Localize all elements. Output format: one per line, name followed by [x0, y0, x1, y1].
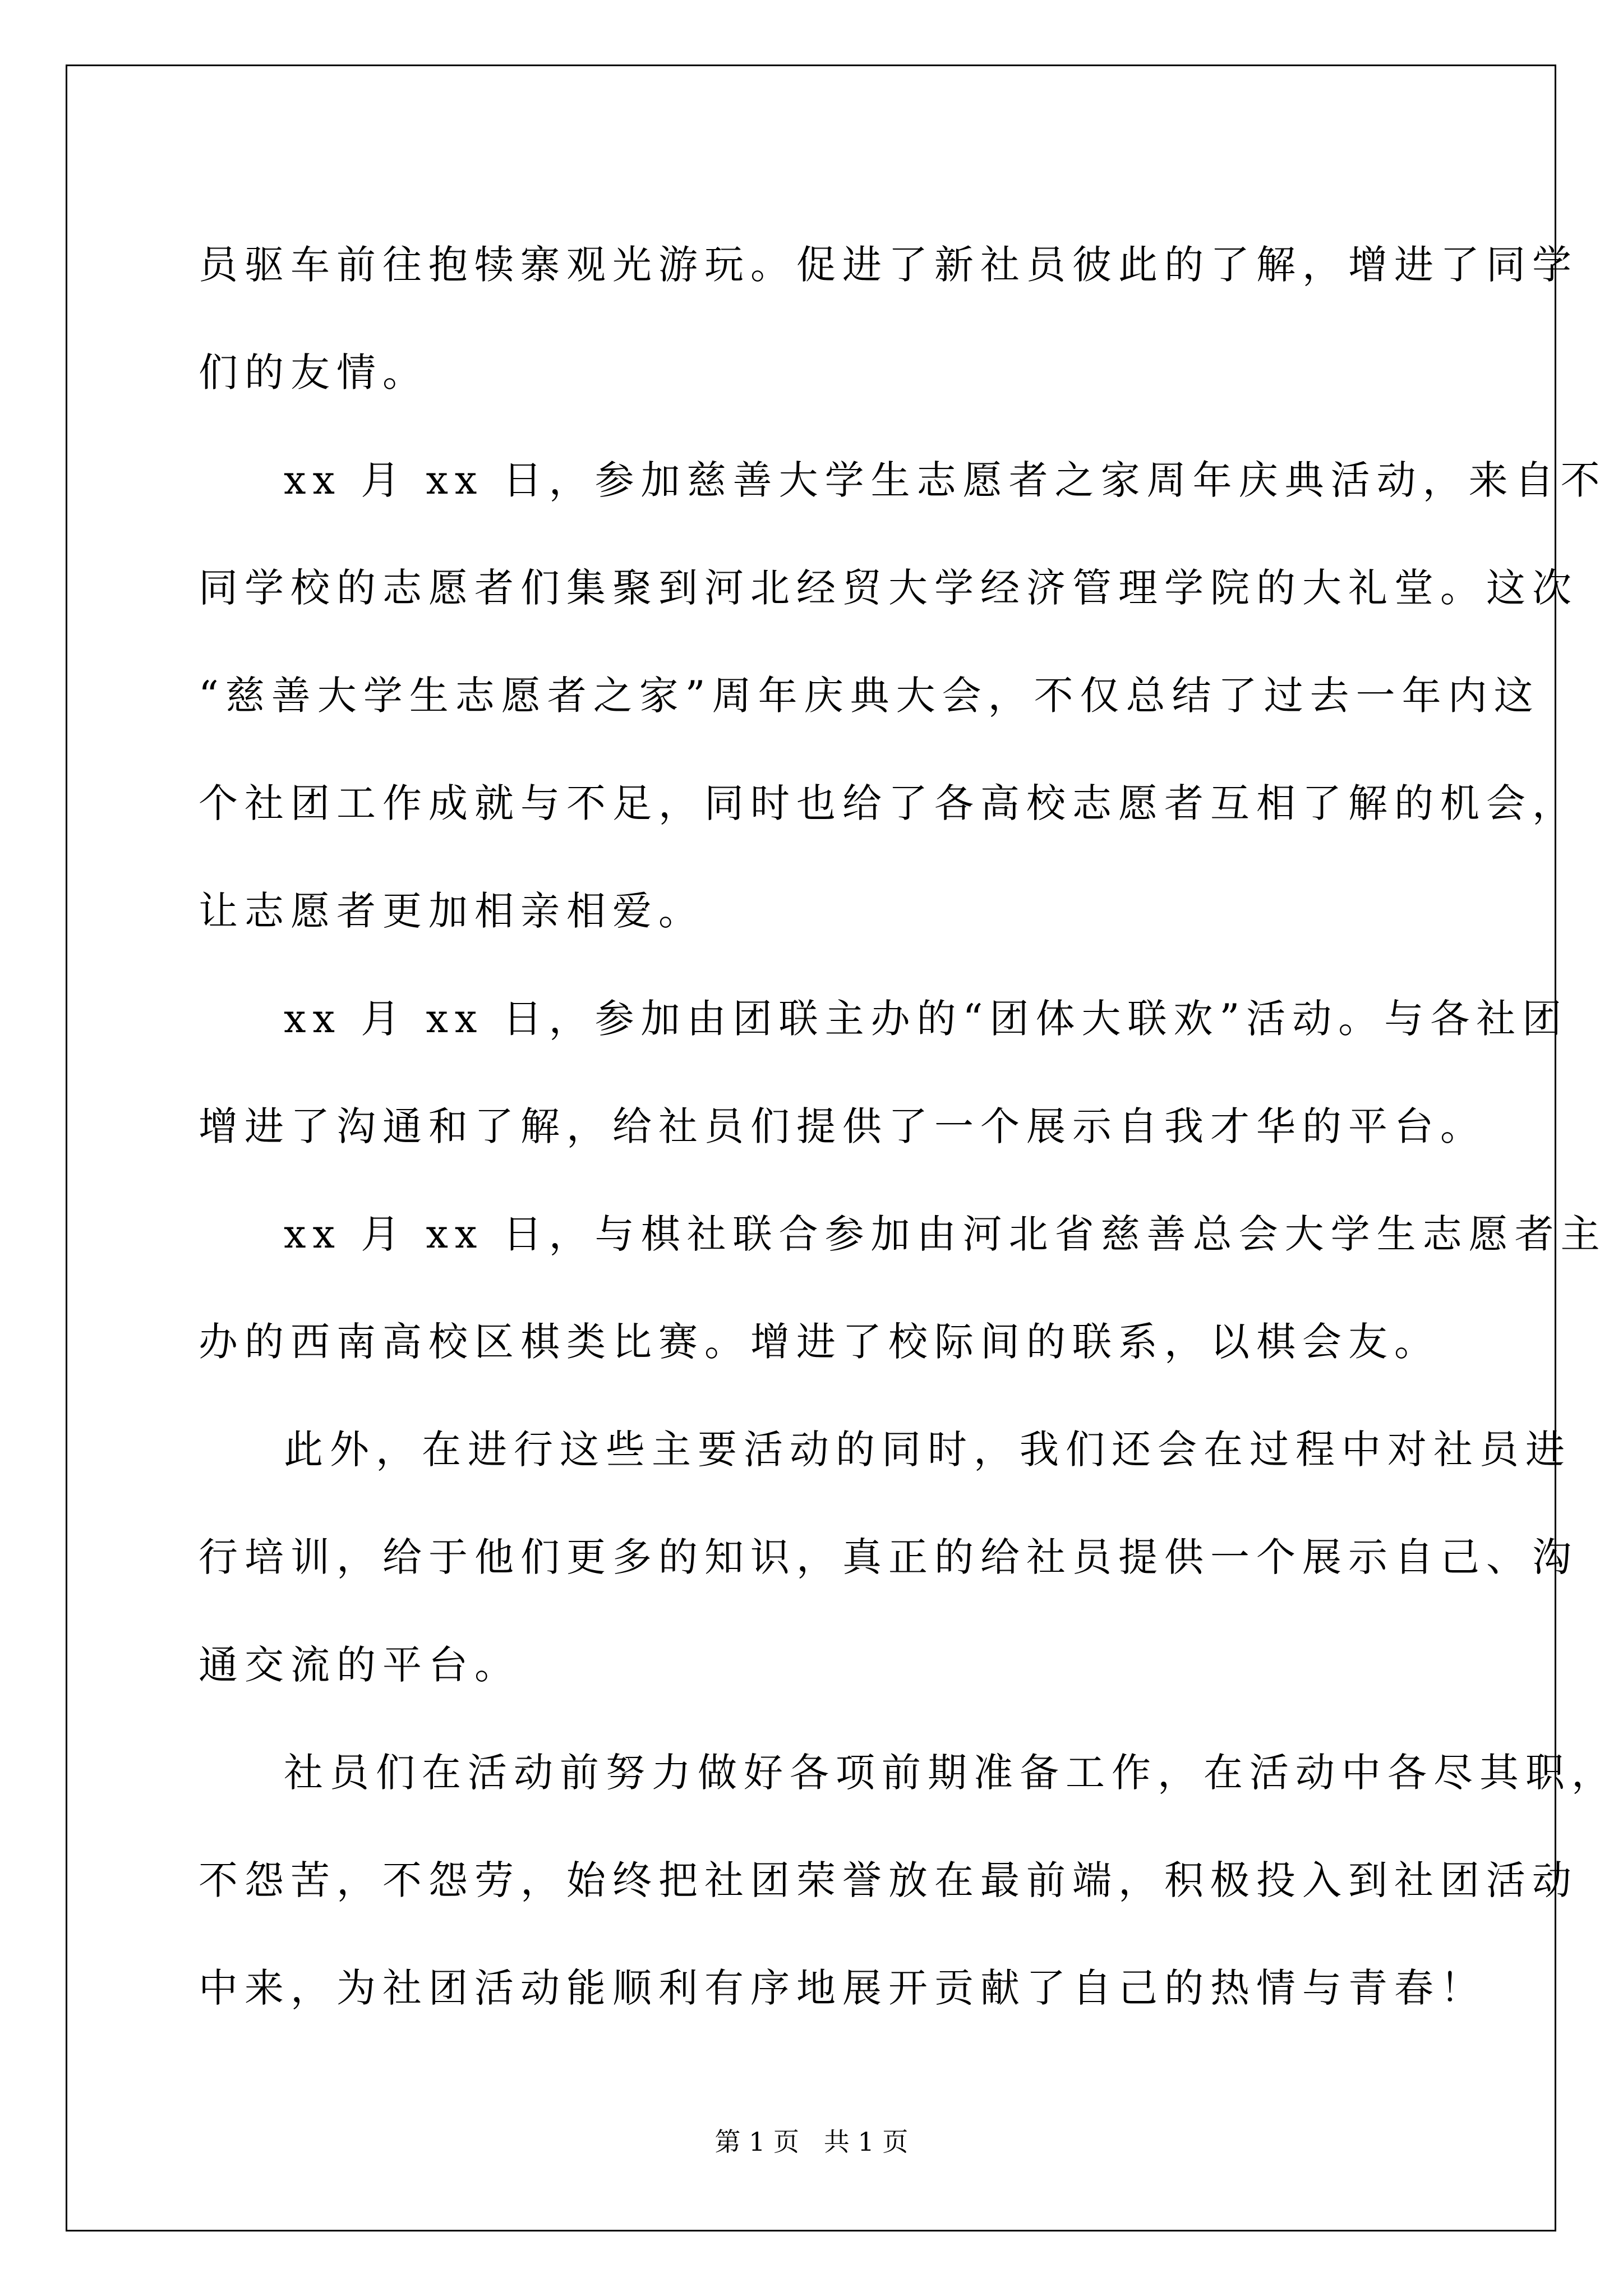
text-line: 行培训，给于他们更多的知识，真正的给社员提供一个展示自己、沟	[199, 1534, 1578, 1580]
text-line: 通交流的平台。	[199, 1642, 520, 1688]
paragraph-start-line: 此外，在进行这些主要活动的同时，我们还会在过程中对社员进	[284, 1427, 1571, 1473]
text-line: 增进了沟通和了解，给社员们提供了一个展示自我才华的平台。	[199, 1103, 1486, 1149]
paragraph-start-line: xx 月 xx 日，参加慈善大学生志愿者之家周年庆典活动，来自不	[284, 457, 1607, 503]
paragraph-start-line: xx 月 xx 日，参加由团联主办的“团体大联欢”活动。与各社团	[284, 996, 1569, 1042]
text-line: 办的西南高校区棋类比赛。增进了校际间的联系，以棋会友。	[199, 1319, 1440, 1365]
text-line: 中来，为社团活动能顺利有序地展开贡献了自己的热情与青春！	[199, 1965, 1486, 2011]
text-line: 们的友情。	[199, 349, 428, 395]
document-body	[199, 211, 1617, 2042]
text-line: 员驱车前往抱犊寨观光游玩。促进了新社员彼此的了解，增进了同学	[199, 242, 1578, 288]
text-line: 同学校的志愿者们集聚到河北经贸大学经济管理学院的大礼堂。这次	[199, 565, 1578, 611]
page-footer: 第 1 页 共 1 页	[714, 2127, 909, 2157]
text-line: 个社团工作成就与不足，同时也给了各高校志愿者互相了解的机会，	[199, 780, 1578, 826]
paragraph-start-line: xx 月 xx 日，与棋社联合参加由河北省慈善总会大学生志愿者主	[284, 1211, 1607, 1257]
text-line: “慈善大学生志愿者之家”周年庆典大会，不仅总结了过去一年内这	[199, 673, 1540, 719]
text-line: 不怨苦，不怨劳，始终把社团荣誉放在最前端，积极投入到社团活动	[199, 1857, 1578, 1903]
text-line: 让志愿者更加相亲相爱。	[199, 888, 704, 934]
paragraph-start-line: 社员们在活动前努力做好各项前期准备工作，在活动中各尽其职，	[284, 1750, 1617, 1796]
